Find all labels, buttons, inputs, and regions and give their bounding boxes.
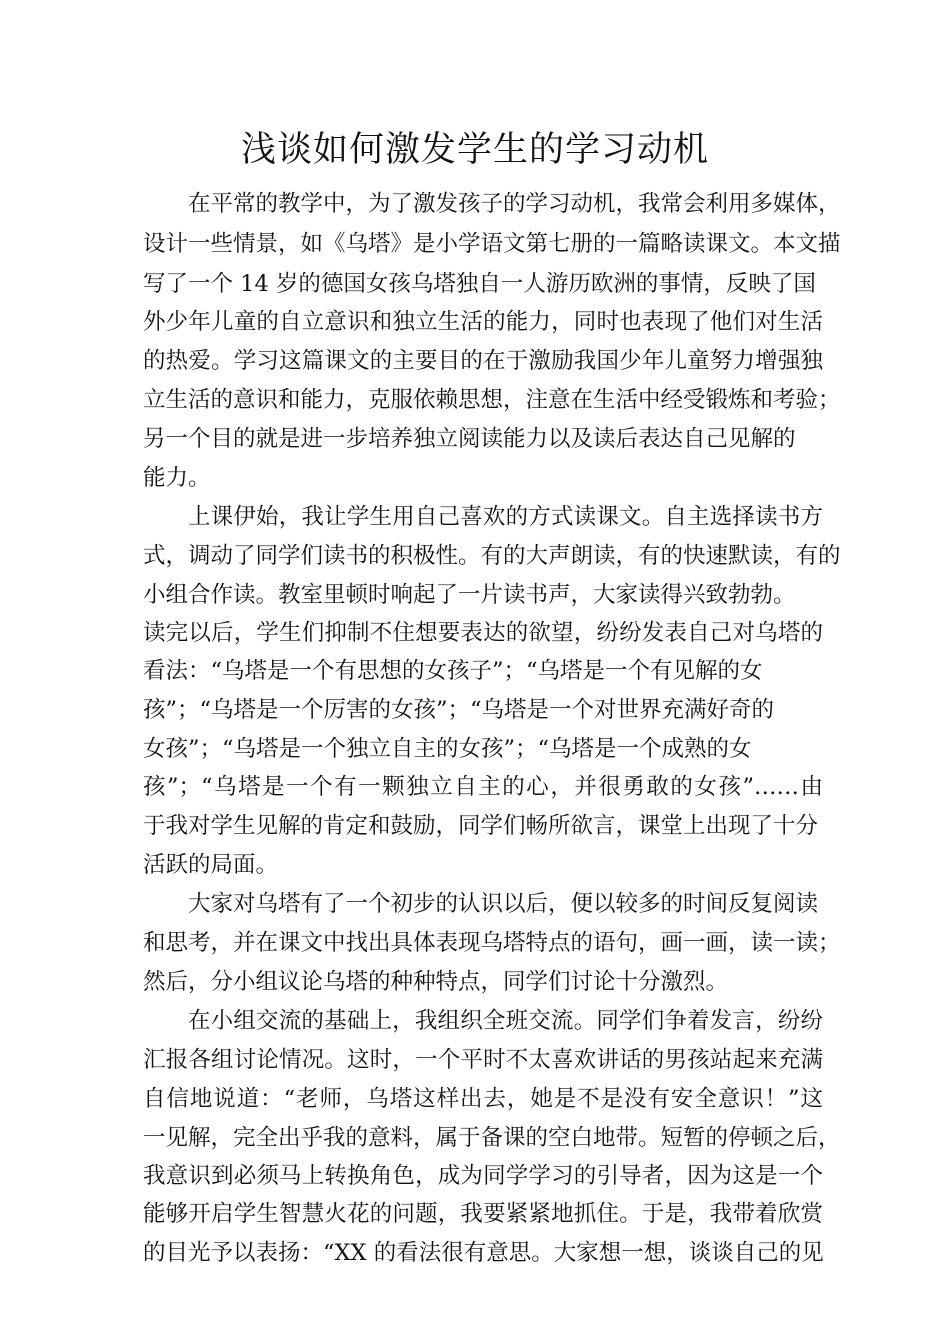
paragraph-line: 能力。 [143, 465, 211, 491]
paragraph-line: 一见解，完全出乎我的意料，属于备课的空白地带。短暂的停顿之后， [143, 1125, 841, 1151]
paragraph-line: 能够开启学生智慧火花的问题，我要紧紧地抓住。于是，我带着欣赏 [143, 1201, 823, 1227]
paragraph-line: 在平常的教学中，为了激发孩子的学习动机，我常会利用多媒体， [188, 191, 841, 217]
paragraph-line: 外少年儿童的自立意识和独立生活的能力，同时也表现了他们对生活 [143, 309, 823, 335]
paragraph-line: 立生活的意识和能力，克服依赖思想，注意在生活中经受锻炼和考验； [143, 387, 841, 413]
paragraph-line: 大家对乌塔有了一个初步的认识以后，便以较多的时间反复阅读 [188, 891, 819, 917]
paragraph-line: 小组合作读。教室里顿时响起了一片读书声，大家读得兴致勃勃。 [143, 582, 796, 608]
paragraph-line: 读完以后，学生们抑制不住想要表达的欲望，纷纷发表自己对乌塔的 [143, 620, 823, 646]
paragraph-line: 于我对学生见解的肯定和鼓励，同学们畅所欲言，课堂上出现了十分 [143, 813, 819, 839]
paragraph-line: 设计一些情景，如《乌塔》是小学语文第七册的一篇略读课文。本文描 [143, 231, 841, 257]
paragraph-line: 上课伊始，我让学生用自己喜欢的方式读课文。自主选择读书方 [188, 504, 823, 530]
paragraph-line: 的目光予以表扬：“XX 的看法很有意思。大家想一想，谈谈自己的见 [143, 1240, 824, 1266]
paragraph-line: 另一个目的就是进一步培养独立阅读能力以及读后表达自己见解的 [143, 426, 796, 452]
paragraph-line: 我意识到必须马上转换角色，成为同学学习的引导者，因为这是一个 [143, 1163, 823, 1189]
paragraph-line: 自信地说道：“老师，乌塔这样出去，她是不是没有安全意识！”这 [143, 1086, 823, 1112]
paragraph-line: 汇报各组讨论情况。这时，一个平时不太喜欢讲话的男孩站起来充满 [143, 1047, 823, 1073]
document-title: 浅谈如何激发学生的学习动机 [240, 130, 709, 170]
paragraph-line: 活跃的局面。 [143, 852, 279, 878]
paragraph-line: 式，调动了同学们读书的积极性。有的大声朗读，有的快速默读，有的 [143, 543, 841, 569]
paragraph-line: 和思考，并在课文中找出具体表现乌塔特点的语句，画一画，读一读； [143, 930, 841, 956]
paragraph-line: 写了一个 14 岁的德国女孩乌塔独自一人游历欧洲的事情，反映了国 [143, 271, 816, 297]
paragraph-line: 然后，分小组议论乌塔的种种特点，同学们讨论十分激烈。 [143, 969, 729, 995]
paragraph-line: 的热爱。学习这篇课文的主要目的在于激励我国少年儿童努力增强独 [143, 348, 823, 374]
paragraph-line: 在小组交流的基础上，我组织全班交流。同学们争着发言，纷纷 [188, 1008, 823, 1034]
paragraph-line: 孩”；“乌塔是一个有一颗独立自主的心，并很勇敢的女孩”……由 [143, 774, 823, 800]
paragraph-line: 看法：“乌塔是一个有思想的女孩子”；“乌塔是一个有见解的女 [143, 658, 763, 684]
paragraph-line: 孩”；“乌塔是一个厉害的女孩”；“乌塔是一个对世界充满好奇的 [143, 697, 775, 723]
paragraph-line: 女孩”；“乌塔是一个独立自主的女孩”；“乌塔是一个成熟的女 [143, 736, 752, 762]
